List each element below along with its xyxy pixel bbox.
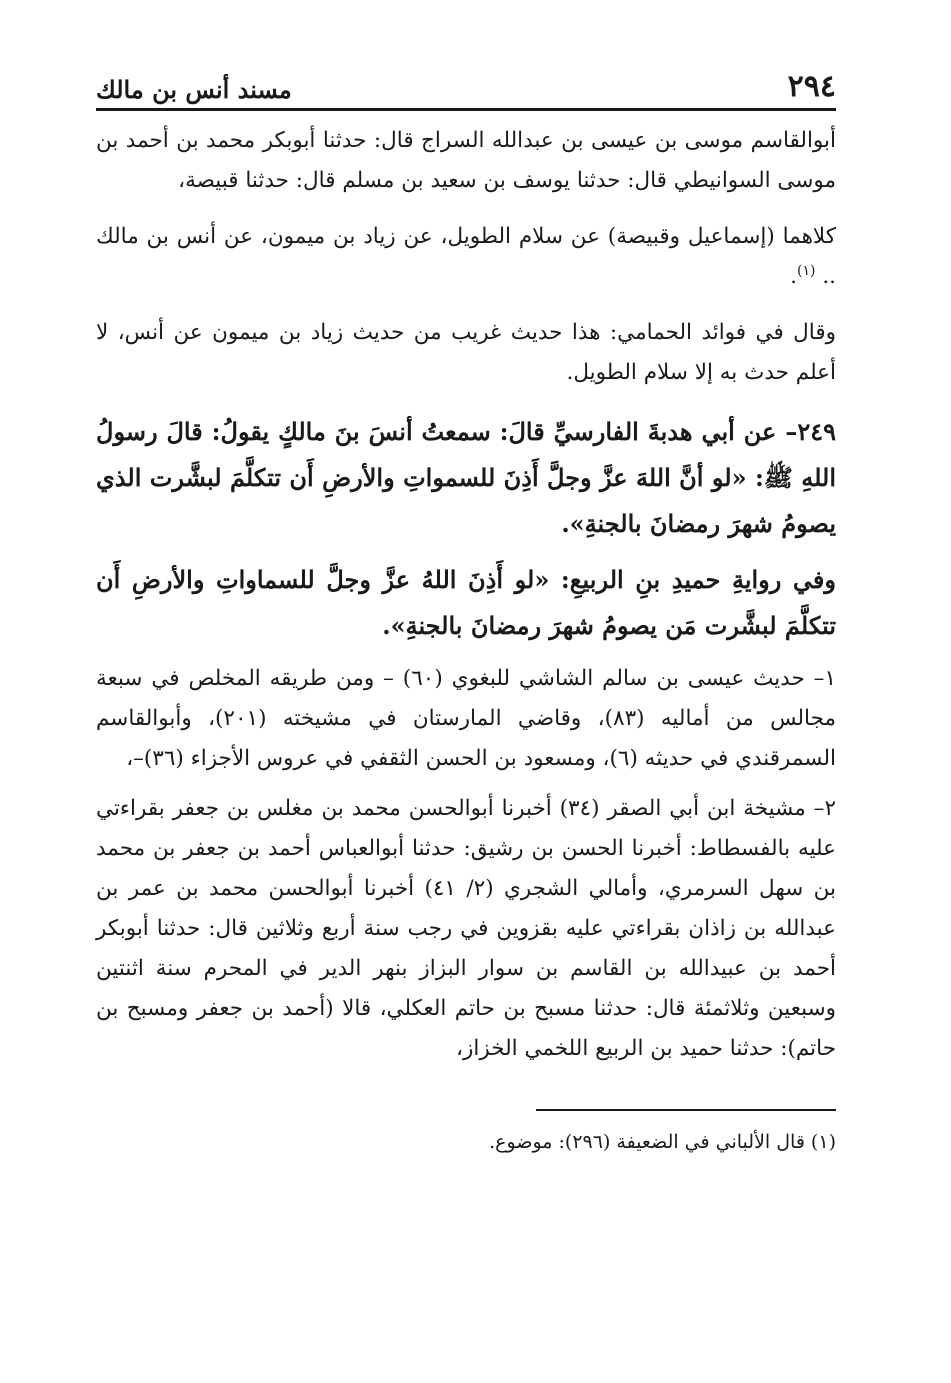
paragraph-chain-1: أبوالقاسم موسى بن عيسى بن عبدالله السراج قال: حدثنا أبوبكر محمد بن أحمد بن موسى السوانيطي قال: حدثنا يوسف بن سعيد بن مسلم قال: حدثنا قبيصة، xyxy=(96,128,836,193)
running-title: مسند أنس بن مالك xyxy=(96,75,292,104)
footnote-divider xyxy=(536,1109,836,1111)
page-number: ٢٩٤ xyxy=(787,69,836,104)
chain-2-text: كلاهما (إسماعيل وقبيصة) عن سلام الطويل، عن زياد بن ميمون، عن أنس بن مالك .. xyxy=(96,224,836,289)
footnote-reference: (١) xyxy=(797,262,816,279)
paragraph-commentary: وقال في فوائد الحمامي: هذا حديث غريب من حديث زياد بن ميمون عن أنس، لا أعلم حدث به إلا سلام الطويل. xyxy=(96,320,836,385)
hadith-text: – عن أبي هدبةَ الفارسيِّ قالَ: سمعتُ أنسَ بنَ مالكٍ يقولُ: قالَ رسولُ اللهِ ﷺ: «لو أنَّ اللهَ عزَّ وجلَّ أَذِنَ للسمواتِ والأرضِ أَن تتكلَّمَ لبشَّرت الذي يصومُ شهرَ رمضانَ بالجنةِ». xyxy=(96,417,836,538)
hadith-variant: وفي روايةِ حميدِ بنِ الربيعِ: «لو أَذِنَ اللهُ عزَّ وجلَّ للسماواتِ والأرضِ أَن تتكلَّمَ لبشَّرت مَن يصومُ شهرَ رمضانَ بالجنةِ». xyxy=(96,565,836,640)
book-page xyxy=(96,70,836,1159)
paragraph-chain-2 xyxy=(96,217,836,297)
page-header xyxy=(96,70,836,111)
hadith-number: ٢٤٩ xyxy=(797,417,836,446)
source-1: ١– حديث عيسى بن سالم الشاشي للبغوي (٦٠) – ومن طريقه المخلص في سبعة مجالس من أماليه (٨٣)، وقاضي المارستان في مشيخته (٢٠١)، وأبوالقاسم السمرقندي في حديثه (٦)، ومسعود بن الحسن الثقفي في عروس الأجزاء (٣٦)–، xyxy=(96,666,836,771)
chain-2-period: . xyxy=(790,264,798,289)
hadith-main xyxy=(96,409,836,547)
source-2: ٢– مشيخة ابن أبي الصقر (٣٤) أخبرنا أبوالحسن محمد بن مغلس بن جعفر بقراءتي عليه بالفسطاط: أخبرنا الحسن بن رشيق: حدثنا أبوالعباس أحمد بن جعفر بن محمد بن سهل السرمري، وأمالي الشجري (٢/ ٤١) أخبرنا أبوالحسن محمد بن عمر بن عبدالله بن زاذان بقراءتي عليه بقزوين في رجب سنة أربع وثلاثين قال: حدثنا أبوبكر أحمد بن عبيدالله بن القاسم بن سوار البزاز بنهر الدير في المحرم سنة اثنتين وسبعين وثلاثمئة قال: حدثنا مسبح بن حاتم العكلي، قالا (أحمد بن جعفر ومسبح بن حاتم): حدثنا حميد بن الربيع اللخمي الخزاز، xyxy=(96,796,836,1061)
footnote-1: (١) قال الألباني في الضعيفة (٢٩٦): موضوع. xyxy=(489,1131,836,1153)
